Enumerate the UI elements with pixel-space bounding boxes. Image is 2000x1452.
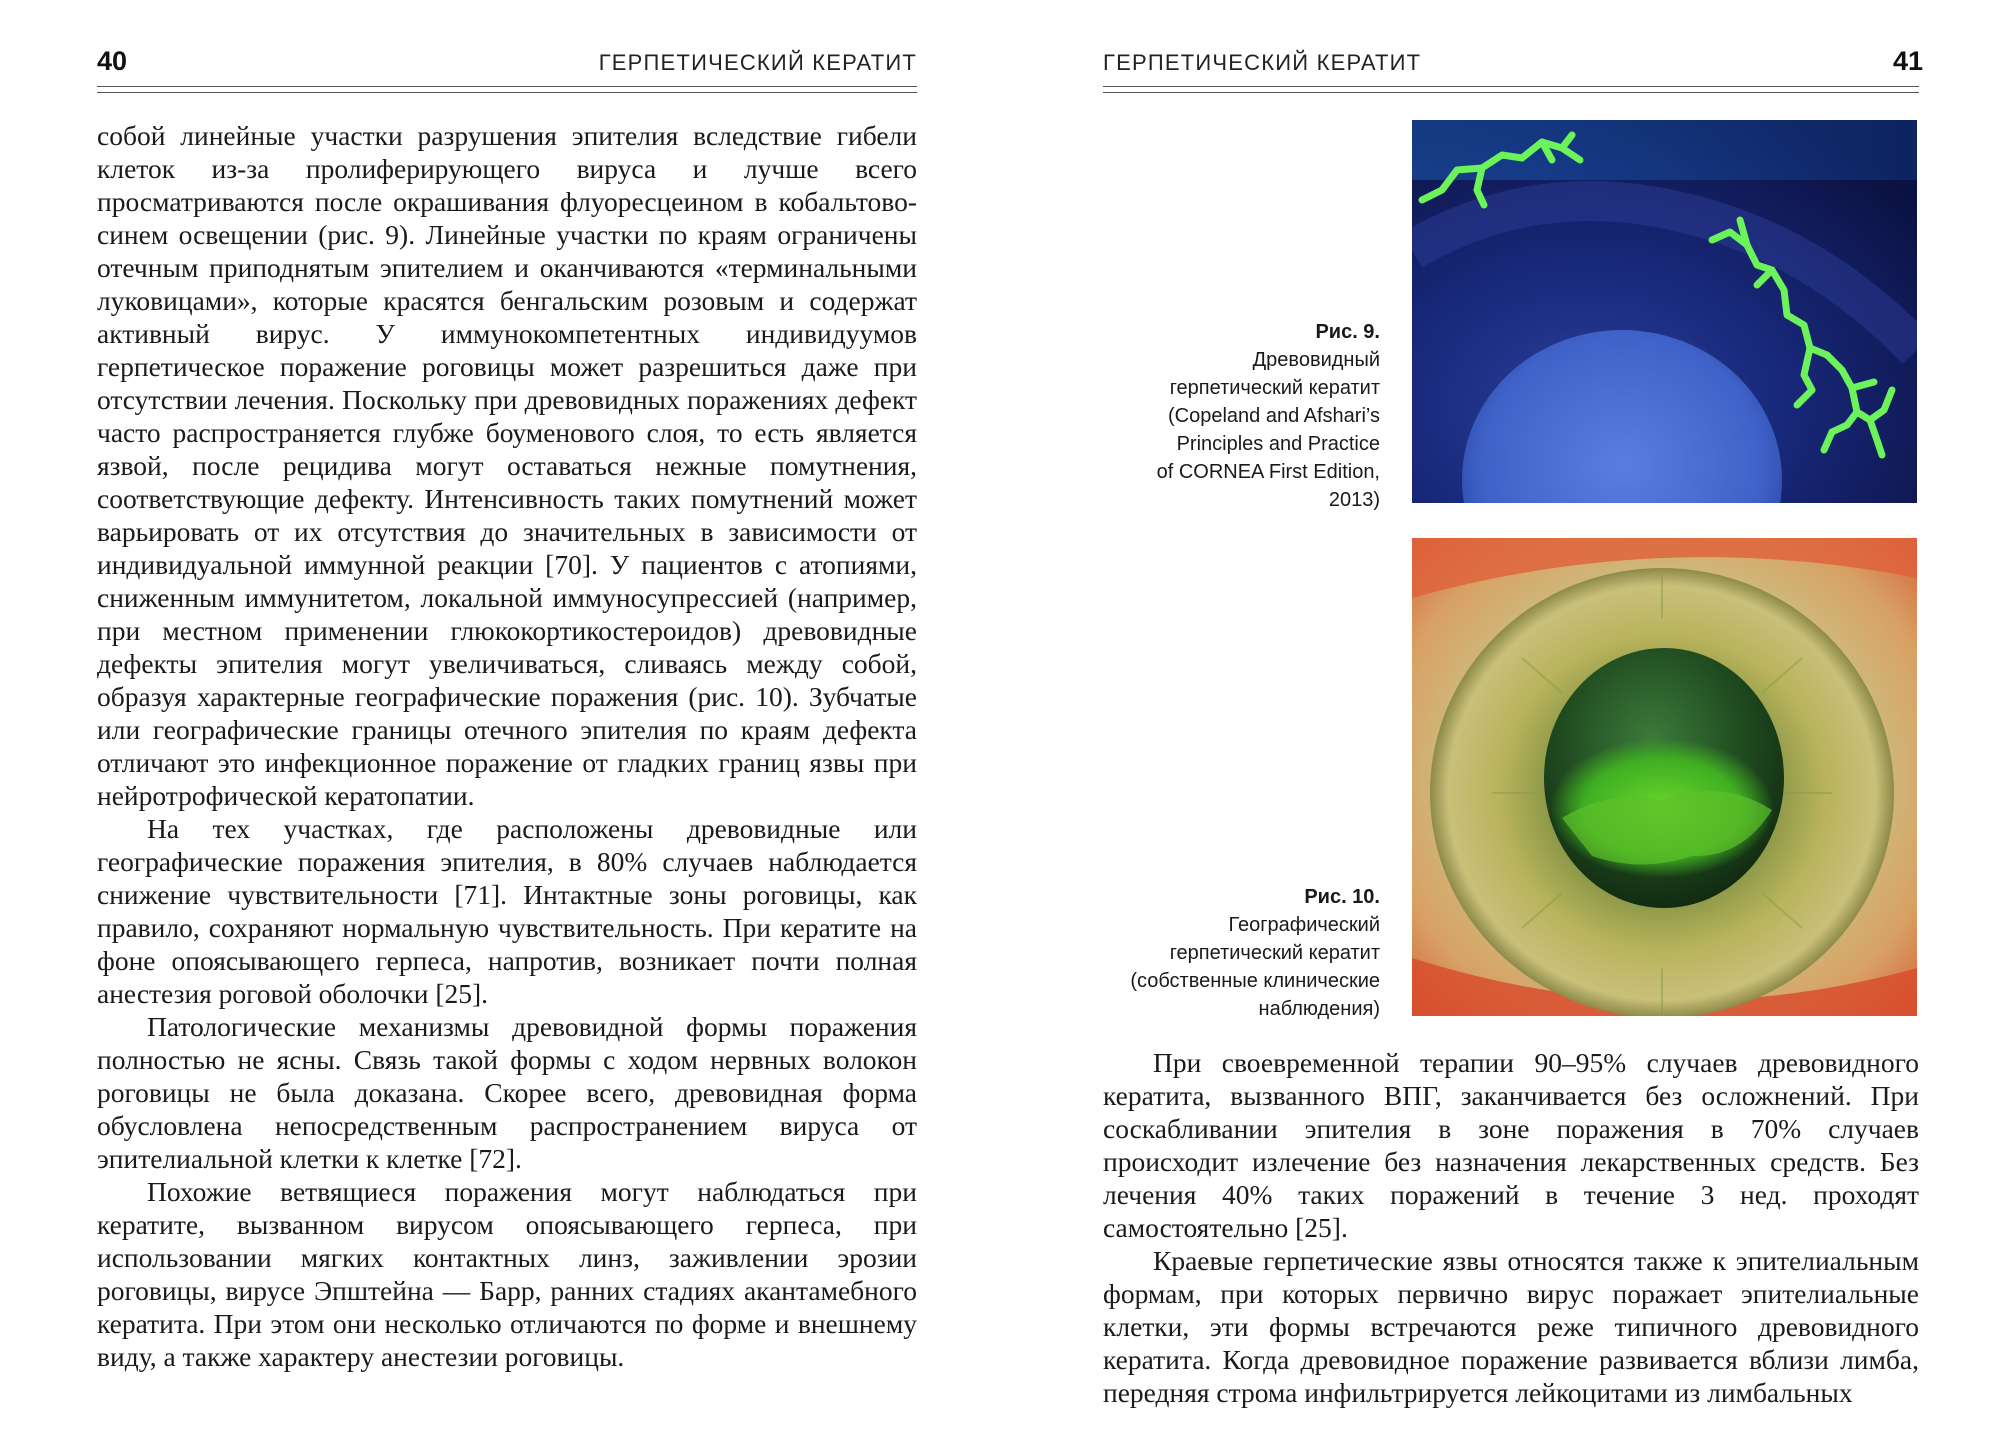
left-body-text (97, 119, 917, 1373)
caption-line: Древовидный (1252, 349, 1380, 371)
caption-line: герпетический кератит (1169, 942, 1380, 964)
figure-label: Рис. 10. (1304, 886, 1380, 908)
running-head: ГЕРПЕТИЧЕСКИЙ КЕРАТИТ (598, 50, 917, 75)
header-rule (97, 86, 917, 93)
caption-line: (Copeland and Afshari’s (1168, 405, 1380, 427)
caption-line: of CORNEA First Edition, (1156, 461, 1380, 483)
paragraph: Патологические механизмы древовидной формы поражения полностью не ясны. Связь такой формы с ходом нервных волокон роговицы не была доказана. Скорее всего, древовидная форма обусловлена непосредственным распространением вируса от эпителиальной клетки к клетке [72]. (97, 1011, 917, 1174)
caption-line: (собственные клинические (1130, 970, 1380, 992)
right-page (1000, 0, 2000, 1452)
caption-line: Principles and Practice (1176, 433, 1380, 455)
caption-line: Географический (1228, 914, 1380, 936)
paragraph: Краевые герпетические язвы относятся также к эпителиальным формам, при которых первично вирус поражает эпителиальные клетки, эти формы встречаются реже типичного древовидного кератита. Когда древовидное поражение развивается вблизи лимба, передняя строма инфильтрируется лейкоцитами из лимбальных (1103, 1245, 1919, 1408)
paragraph: На тех участках, где расположены древовидные или географические поражения эпителия, в 80% случаев наблюдается снижение чувствительности [71]. Интактные зоны роговицы, как правило, сохраняют нормальную чувствительность. При кератите на фоне опоясывающего герпеса, напротив, возникает почти полная анестезия роговой оболочки [25]. (97, 813, 917, 1009)
page-number: 40 (97, 46, 128, 76)
running-head: ГЕРПЕТИЧЕСКИЙ КЕРАТИТ (1103, 50, 1422, 75)
figure-10-caption (1100, 883, 1380, 1023)
figure-9-photo (1412, 120, 1917, 503)
page-number: 41 (1893, 46, 1924, 76)
paragraph: При своевременной терапии 90–95% случаев древовидного кератита, вызванного ВПГ, заканчивается без осложнений. При соскабливании эпителия в зоне поражения в 70% случаев происходит излечение без назначения лекарственных средств. Без лечения 40% таких поражений в течение 3 нед. проходят самостоятельно [25]. (1103, 1047, 1919, 1243)
paragraph: Похожие ветвящиеся поражения могут наблюдаться при кератите, вызванном вирусом опоясывающего герпеса, при использовании мягких контактных линз, заживлении эрозии роговицы, вирусе Эпштейна — Барр, ранних стадиях акантамебного кератита. При этом они несколько отличаются по форме и внешнему виду, а также характеру анестезии роговицы. (97, 1176, 917, 1372)
paragraph: собой линейные участки разрушения эпителия вследствие гибели клеток из-за пролиферирующего вируса и лучше всего просматриваются после окрашивания флуоресцеином в кобальтово-синем освещении (рис. 9). Линейные участки по краям ограничены отечным приподнятым эпителием и оканчиваются «терминальными луковицами», которые красятся бенгальским розовым и содержат активный вирус. У иммунокомпетентных индивидуумов герпетическое поражение роговицы может разрешиться даже при отсутствии лечения. Поскольку при древовидных поражениях дефект часто распространяется глубже боуменового слоя, то есть является язвой, после рецидива могут оставаться нежные помутнения, соответствующие дефекту. Интенсивность таких помутнений может варьировать от их отсутствия до значительных в зависимости от индивидуальной иммунной реакции [70]. У пациентов с атопиями, сниженным иммунитетом, локальной иммуносупрессией (например, при местном применении глюкокортикостероидов) древовидные дефекты эпителия могут увеличиваться, сливаясь между собой, образуя характерные географические поражения (рис. 10). Зубчатые или географические границы отечного эпителия по краям дефекта отличают это инфекционное поражение от гладких границ язвы при нейротрофической кератопатии. (97, 120, 917, 811)
right-body-text (1103, 1046, 1919, 1409)
figure-9-caption (1100, 318, 1380, 514)
caption-line: наблюдения) (1258, 998, 1380, 1020)
figure-label: Рис. 9. (1315, 321, 1380, 343)
caption-line: 2013) (1328, 489, 1380, 511)
header-rule (1103, 86, 1919, 93)
caption-line: герпетический кератит (1169, 377, 1380, 399)
figure-10-photo (1412, 538, 1917, 1016)
